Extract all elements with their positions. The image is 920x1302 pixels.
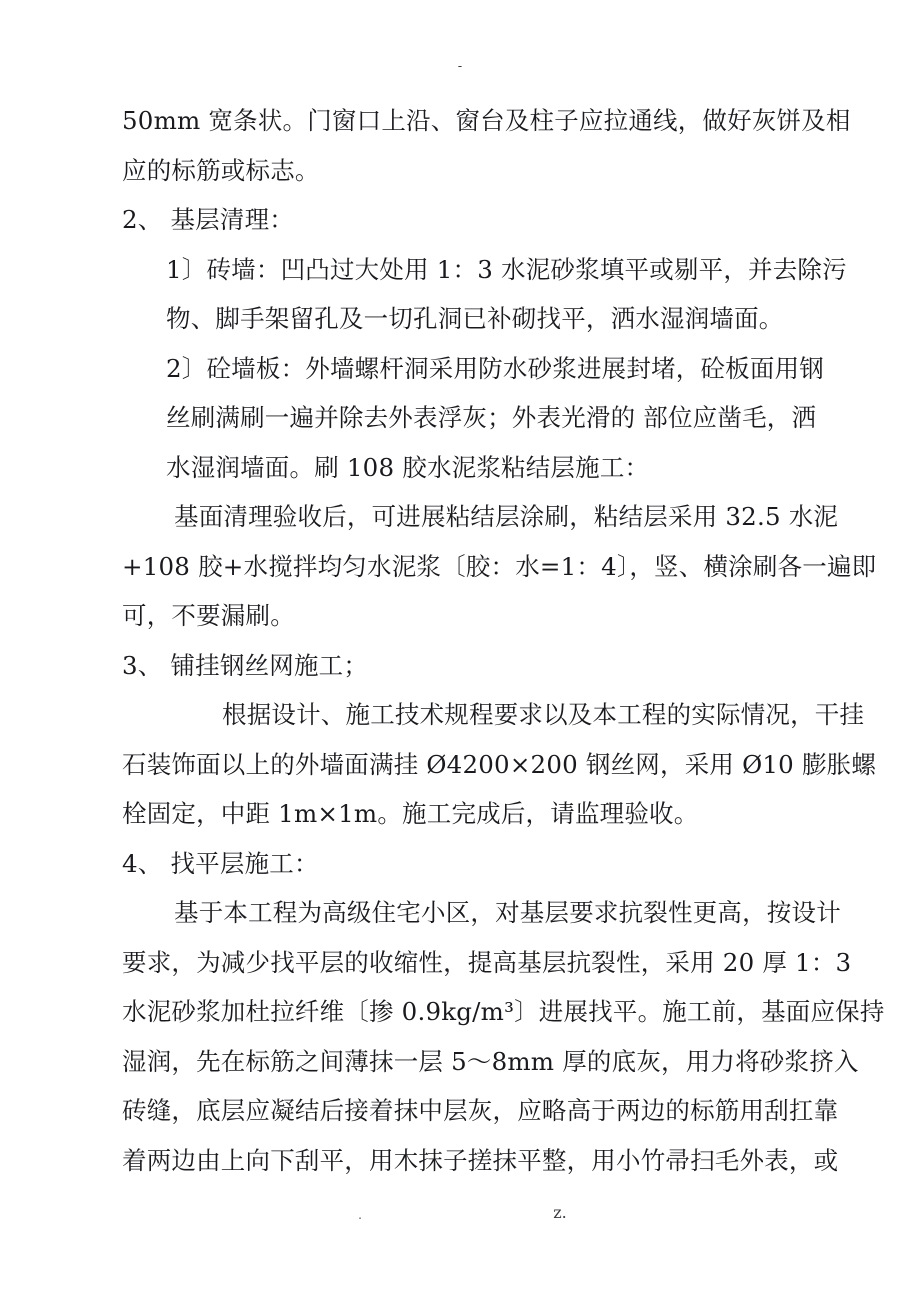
text-line-numbered-3: 3、 铺挂钢丝网施工； [122, 650, 369, 680]
page-footer-left-mark: . [358, 1208, 362, 1222]
text-line: 基面清理验收后，可进展粘结层涂刷，粘结层采用 32.5 水泥 [174, 502, 839, 531]
page-header-mark: - [457, 59, 463, 74]
text-line: 砖缝，底层应凝结后接着抹中层灰，应略高于两边的标筋用刮扛靠 [122, 1096, 839, 1125]
text-line: 着两边由上向下刮平，用木抹子搓抹平整，用小竹帚扫毛外表，或 [122, 1145, 839, 1175]
text-line-sub-1: 1〕砖墙：凹凸过大处用 1：3 水泥砂浆填平或剔平，并去除污 [166, 254, 847, 284]
text-line: 湿润，先在标筋之间薄抹一层 5～8mm 厚的底灰，用力将砂浆挤入 [122, 1046, 859, 1076]
text-line-numbered-4: 4、 找平层施工： [122, 848, 319, 878]
text-line: 根据设计、施工技术规程要求以及本工程的实际情况，干挂 [222, 700, 865, 729]
text-line: 基于本工程为高级住宅小区，对基层要求抗裂性更高，按设计 [174, 898, 841, 927]
text-line: 丝刷满刷一遍并除去外表浮灰；外表光滑的 部位应凿毛，洒 [166, 403, 817, 432]
text-line: 应的标筋或标志。 [122, 155, 320, 185]
text-line: +108 胶+水搅拌均匀水泥浆〔胶：水=1：4〕，竖、横涂刷各一遍即 [122, 551, 877, 581]
text-line: 栓固定，中距 1m×1m。施工完成后，请监理验收。 [122, 799, 699, 828]
text-line: 可，不要漏刷。 [122, 601, 295, 630]
text-line: 水湿润墙面。刷 108 胶水泥浆粘结层施工： [166, 452, 650, 482]
text-line-numbered-2: 2、 基层清理： [122, 205, 294, 234]
text-line: 石装饰面以上的外墙面满挂 Ø4200×200 钢丝网，采用 Ø10 膨胀螺 [122, 749, 877, 779]
text-line: 物、脚手架留孔及一切孔洞已补砌找平，洒水湿润墙面。 [166, 304, 784, 333]
text-line: 50mm 宽条状。门窗口上沿、窗台及柱子应拉通线，做好灰饼及相 [122, 106, 851, 135]
text-line-with-superscript: 水泥砂浆加杜拉纤维〔掺 0.9kg/m³〕进展找平。施工前，基面应保持 [122, 997, 885, 1026]
text-line-sub-2: 2〕砼墙板：外墙螺杆洞采用防水砂浆进展封堵，砼板面用钢 [166, 353, 824, 383]
text-line: 要求，为减少找平层的收缩性，提高基层抗裂性，采用 20 厚 1：3 [122, 947, 852, 977]
document-body [122, 96, 885, 1185]
page-footer-right-mark: z. [553, 1203, 567, 1222]
